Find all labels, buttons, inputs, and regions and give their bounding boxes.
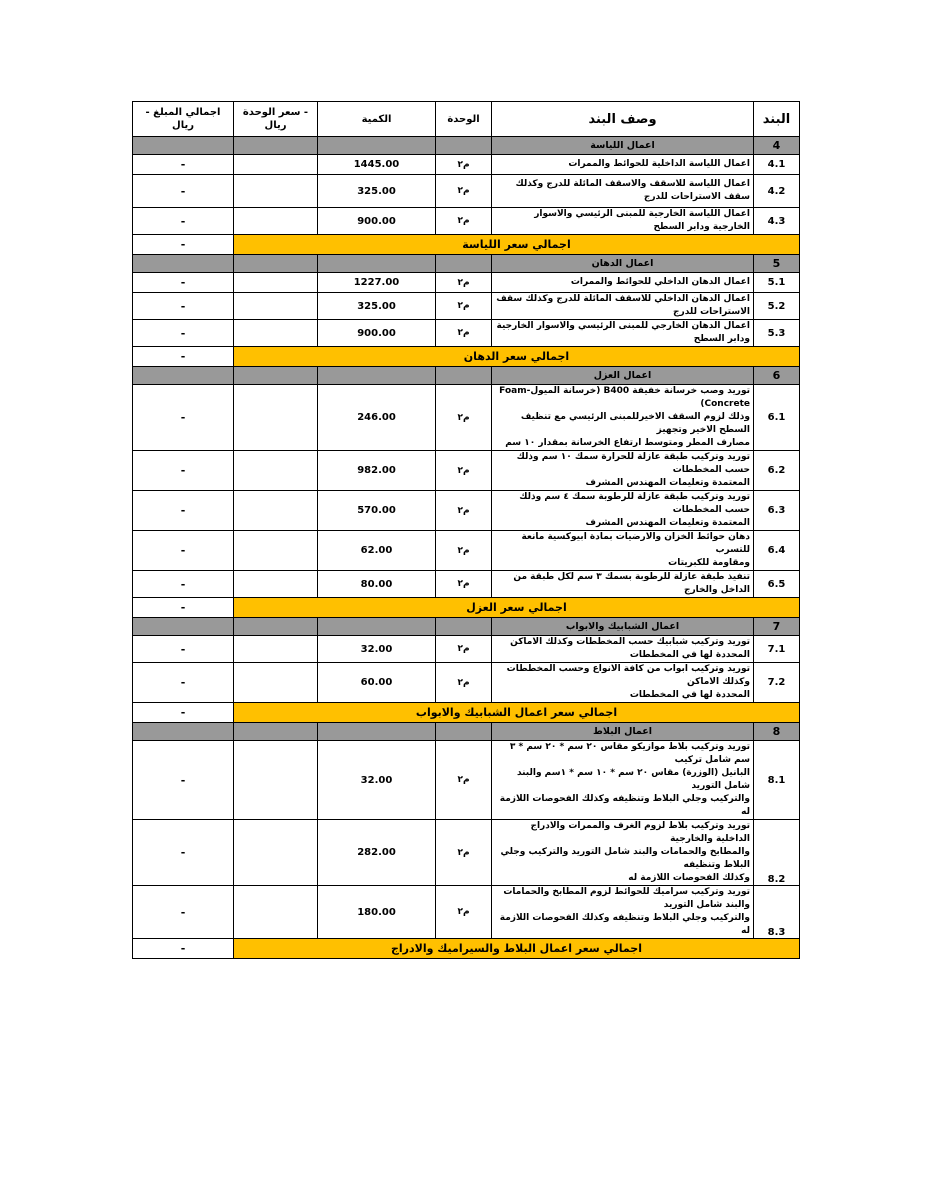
section-quantity-cell [318, 255, 436, 273]
section-total-value: - [133, 347, 234, 367]
item-quantity: 570.00 [318, 491, 436, 531]
table-row [133, 155, 800, 175]
item-description: توريد وتركيب شبابيك حسب المخططات وكذلك الاماكن المحددة لها في المخططات [492, 636, 754, 663]
section-quantity-cell [318, 618, 436, 636]
item-unit-price [234, 293, 318, 320]
table-row [133, 886, 800, 939]
section-total-value: - [133, 939, 234, 959]
bill-of-quantities-table [132, 101, 800, 959]
item-total: - [133, 571, 234, 598]
table-row [133, 451, 800, 491]
item-quantity: 80.00 [318, 571, 436, 598]
table-row [133, 820, 800, 886]
item-unit: م٢ [436, 208, 492, 235]
section-total-cell [133, 255, 234, 273]
item-code: 6.2 [754, 451, 800, 491]
item-quantity: 325.00 [318, 293, 436, 320]
section-header-row [133, 255, 800, 273]
section-title: اعمال البلاط [492, 723, 754, 741]
item-code: 7.1 [754, 636, 800, 663]
section-unit-cell [436, 255, 492, 273]
section-title: اعمال الشبابيك والابواب [492, 618, 754, 636]
item-code: 6.3 [754, 491, 800, 531]
section-total-cell [133, 367, 234, 385]
section-unit-price-cell [234, 137, 318, 155]
section-header-row [133, 618, 800, 636]
item-description: اعمال الدهان الداخلي للاسقف المائلة للدرج وكذلك سقف الاستراحات للدرج [492, 293, 754, 320]
item-description: اعمال اللياسة الخارجية للمبنى الرئيسي والاسوار الخارجية ودابر السطح [492, 208, 754, 235]
item-description: توريد وتركيب بلاط موازيكو مقاس ٢٠ سم * ٢٠ سم * ٣ سم شامل تركيب البانيل (الوزرة) مقاس ٢٠ سم * ١٠ سم * ١سم والبند شامل التوريد والتركيب وجلي البلاط وتنظيفه وكذلك الفحوصات اللازمة له [492, 741, 754, 820]
item-code: 4.3 [754, 208, 800, 235]
item-description: توريد وتركيب بلاط لزوم الغرف والممرات والادراج الداخلية والخارجية والمطابخ والحمامات والبند شامل التوريد والتركيب وجلي البلاط وتنظيفه وكذلك الفحوصات اللازمة له [492, 820, 754, 886]
table-row [133, 273, 800, 293]
table-row [133, 663, 800, 703]
item-quantity: 62.00 [318, 531, 436, 571]
item-description: تنفيذ طبقة عازلة للرطوبة بسمك ٣ سم لكل طبقة من الداخل والخارج [492, 571, 754, 598]
item-code: 8.3 [754, 886, 800, 939]
table-row [133, 636, 800, 663]
item-quantity: 982.00 [318, 451, 436, 491]
header-unit: الوحدة [436, 102, 492, 137]
section-total-label: اجمالي سعر اعمال الشبابيك والابواب [234, 703, 800, 723]
section-total-cell [133, 723, 234, 741]
item-code: 4.2 [754, 175, 800, 208]
item-description: اعمال اللياسة للاسقف والاسقف المائلة للدرج وكذلك سقف الاستراحات للدرج [492, 175, 754, 208]
section-code: 8 [754, 723, 800, 741]
item-quantity: 1227.00 [318, 273, 436, 293]
item-unit-price [234, 385, 318, 451]
item-unit-price [234, 491, 318, 531]
section-quantity-cell [318, 367, 436, 385]
section-code: 5 [754, 255, 800, 273]
item-unit: م٢ [436, 451, 492, 491]
section-header-row [133, 723, 800, 741]
item-unit-price [234, 155, 318, 175]
section-total-value: - [133, 703, 234, 723]
item-description: توريد وتركيب سراميك للحوائط لزوم المطابخ والحمامات والبند شامل التوريد والتركيب وجلي البلاط وتنظيفه وكذلك الفحوصات اللازمة له [492, 886, 754, 939]
item-unit-price [234, 636, 318, 663]
section-title: اعمال الدهان [492, 255, 754, 273]
item-description: توريد وصب خرسانة خفيفة B400 (خرسانة الميول-Foam Concrete) وذلك لزوم السقف الاخيرللمبنى الرئيسي مع تنظيف السطح الاخير وتجهيز مصارف المطر ومتوسط ارتفاع الخرسانة بمقدار ١٠ سم [492, 385, 754, 451]
section-quantity-cell [318, 723, 436, 741]
section-unit-price-cell [234, 255, 318, 273]
item-unit-price [234, 208, 318, 235]
item-quantity: 32.00 [318, 741, 436, 820]
item-unit: م٢ [436, 636, 492, 663]
item-unit-price [234, 741, 318, 820]
item-unit: م٢ [436, 273, 492, 293]
header-band: البند [754, 102, 800, 137]
item-unit-price [234, 571, 318, 598]
item-code: 8.2 [754, 820, 800, 886]
table-row [133, 175, 800, 208]
section-total-label: اجمالي سعر الدهان [234, 347, 800, 367]
item-total: - [133, 208, 234, 235]
item-total: - [133, 175, 234, 208]
section-unit-price-cell [234, 723, 318, 741]
item-quantity: 1445.00 [318, 155, 436, 175]
item-unit-price [234, 175, 318, 208]
item-total: - [133, 663, 234, 703]
item-unit-price [234, 531, 318, 571]
item-quantity: 282.00 [318, 820, 436, 886]
section-total-label: اجمالي سعر اعمال البلاط والسيراميك والادراج [234, 939, 800, 959]
item-code: 6.5 [754, 571, 800, 598]
item-unit-price [234, 886, 318, 939]
item-description: توريد وتركيب ابواب من كافة الانواع وحسب المخططات وكذلك الاماكن المحددة لها في المخططات [492, 663, 754, 703]
section-unit-cell [436, 723, 492, 741]
section-total-value: - [133, 598, 234, 618]
section-unit-price-cell [234, 367, 318, 385]
section-quantity-cell [318, 137, 436, 155]
item-total: - [133, 886, 234, 939]
section-total-value: - [133, 235, 234, 255]
item-code: 4.1 [754, 155, 800, 175]
item-unit: م٢ [436, 820, 492, 886]
item-unit-price [234, 451, 318, 491]
section-unit-price-cell [234, 618, 318, 636]
item-description: توريد وتركيب طبقة عازلة للرطوبة سمك ٤ سم وذلك حسب المخططات المعتمدة وتعليمات المهندس المشرف [492, 491, 754, 531]
item-quantity: 900.00 [318, 320, 436, 347]
item-total: - [133, 636, 234, 663]
item-total: - [133, 273, 234, 293]
item-unit: م٢ [436, 293, 492, 320]
table-row [133, 741, 800, 820]
item-total: - [133, 293, 234, 320]
item-unit-price [234, 663, 318, 703]
item-quantity: 60.00 [318, 663, 436, 703]
item-code: 6.1 [754, 385, 800, 451]
item-unit: م٢ [436, 663, 492, 703]
header-quantity: الكمية [318, 102, 436, 137]
item-unit: م٢ [436, 155, 492, 175]
table-header-row [133, 102, 800, 137]
table-row [133, 491, 800, 531]
item-total: - [133, 491, 234, 531]
section-title: اعمال العزل [492, 367, 754, 385]
item-total: - [133, 320, 234, 347]
table-row [133, 571, 800, 598]
header-total: اجمالي المبلغ - ريال [133, 102, 234, 137]
section-total-cell [133, 618, 234, 636]
section-unit-cell [436, 367, 492, 385]
item-description: دهان حوائط الخزان والارضيات بمادة ابيوكسية مانعة للتسرب ومقاومة للكبريتات [492, 531, 754, 571]
table-row [133, 293, 800, 320]
item-unit-price [234, 273, 318, 293]
item-unit-price [234, 320, 318, 347]
section-total-cell [133, 137, 234, 155]
header-description: وصف البند [492, 102, 754, 137]
item-description: اعمال الدهان الخارجي للمبنى الرئيسي والاسوار الخارجية ودابر السطح [492, 320, 754, 347]
item-quantity: 325.00 [318, 175, 436, 208]
item-total: - [133, 820, 234, 886]
header-unit-price: سعر الوحدة - ريال [234, 102, 318, 137]
item-code: 8.1 [754, 741, 800, 820]
item-code: 6.4 [754, 531, 800, 571]
item-quantity: 32.00 [318, 636, 436, 663]
section-header-row [133, 137, 800, 155]
table-body [133, 137, 800, 959]
section-unit-cell [436, 137, 492, 155]
table-row [133, 531, 800, 571]
table-row [133, 385, 800, 451]
item-unit: م٢ [436, 385, 492, 451]
section-total-row [133, 939, 800, 959]
item-code: 5.3 [754, 320, 800, 347]
item-unit: م٢ [436, 741, 492, 820]
section-title: اعمال اللياسة [492, 137, 754, 155]
item-code: 5.2 [754, 293, 800, 320]
section-code: 7 [754, 618, 800, 636]
item-quantity: 180.00 [318, 886, 436, 939]
table-row [133, 208, 800, 235]
section-code: 6 [754, 367, 800, 385]
item-code: 7.2 [754, 663, 800, 703]
section-total-row [133, 347, 800, 367]
item-unit: م٢ [436, 491, 492, 531]
section-total-row [133, 235, 800, 255]
section-header-row [133, 367, 800, 385]
item-quantity: 246.00 [318, 385, 436, 451]
item-unit: م٢ [436, 175, 492, 208]
section-code: 4 [754, 137, 800, 155]
item-code: 5.1 [754, 273, 800, 293]
item-total: - [133, 155, 234, 175]
section-total-label: اجمالي سعر العزل [234, 598, 800, 618]
item-total: - [133, 385, 234, 451]
item-description: اعمال الدهان الداخلي للحوائط والممرات [492, 273, 754, 293]
item-unit: م٢ [436, 886, 492, 939]
section-total-row [133, 598, 800, 618]
item-total: - [133, 531, 234, 571]
item-description: توريد وتركيب طبقة عازلة للحرارة سمك ١٠ سم وذلك حسب المخططات المعتمدة وتعليمات المهندس المشرف [492, 451, 754, 491]
section-unit-cell [436, 618, 492, 636]
item-quantity: 900.00 [318, 208, 436, 235]
item-total: - [133, 451, 234, 491]
item-unit: م٢ [436, 320, 492, 347]
item-unit: م٢ [436, 571, 492, 598]
item-unit-price [234, 820, 318, 886]
table-row [133, 320, 800, 347]
section-total-row [133, 703, 800, 723]
item-total: - [133, 741, 234, 820]
section-total-label: اجمالي سعر اللياسة [234, 235, 800, 255]
item-description: اعمال اللياسة الداخلية للحوائط والممرات [492, 155, 754, 175]
item-unit: م٢ [436, 531, 492, 571]
